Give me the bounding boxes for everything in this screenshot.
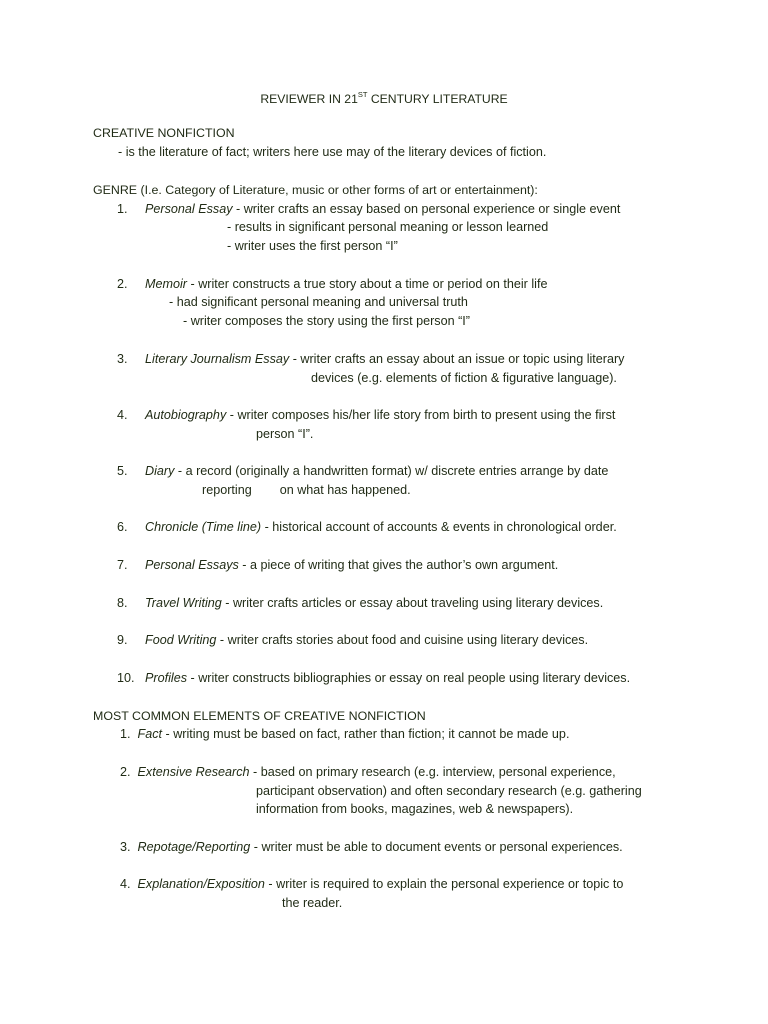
item-subline: the reader. (282, 896, 343, 910)
item-number: 2. (120, 765, 131, 779)
item-text: - writer is required to explain the personal experience or topic to (264, 877, 624, 891)
item-term: Travel Writing (145, 596, 222, 610)
item-subline: - results in significant personal meaning or lesson learned (227, 220, 549, 234)
item-term: Personal Essays (145, 558, 239, 572)
item-text: - writer constructs a true story about a time or period on their life (187, 277, 548, 291)
item-number: 4. (117, 408, 128, 422)
genre-item (117, 519, 617, 535)
item-text: - writer crafts an essay based on personal experience or single event (232, 202, 621, 216)
item-number: 5. (117, 464, 128, 478)
genre-item (117, 595, 603, 611)
genre-item (117, 276, 547, 292)
item-text: - a record (originally a handwritten format) w/ discrete entries arrange by date (174, 464, 609, 478)
item-text: - writing must be based on fact, rather than fiction; it cannot be made up. (162, 727, 570, 741)
genre-item (117, 632, 588, 648)
item-text: - writer composes his/her life story from birth to present using the first (226, 408, 616, 422)
title-text-end: CENTURY LITERATURE (367, 92, 508, 107)
item-term: Profiles (145, 671, 188, 685)
item-subline: reporting on what has happened. (202, 483, 411, 497)
item-text: - writer constructs bibliographies or essay on real people using literary devices. (187, 671, 631, 685)
item-term: Extensive Research (137, 765, 250, 779)
cnf-definition: - is the literature of fact; writers here use may of the literary devices of fiction. (118, 145, 547, 159)
item-subline: - writer uses the first person “I” (227, 239, 398, 253)
item-term: Autobiography (145, 408, 227, 422)
item-text: - writer must be able to document events or personal experiences. (250, 840, 623, 854)
item-text: - historical account of accounts & events in chronological order. (261, 520, 617, 534)
item-text: - writer crafts stories about food and cuisine using literary devices. (216, 633, 589, 647)
item-term: Food Writing (145, 633, 217, 647)
title-text: REVIEWER IN 21 (260, 92, 358, 107)
item-term: Explanation/Exposition (137, 877, 265, 891)
item-number: 3. (117, 352, 128, 366)
genre-item (117, 407, 615, 423)
genre-item (117, 670, 630, 686)
document-title (0, 88, 768, 107)
elements-heading: MOST COMMON ELEMENTS OF CREATIVE NONFICTION (93, 709, 426, 723)
item-number: 8. (117, 596, 128, 610)
genre-heading: GENRE (I.e. Category of Literature, music or other forms of art or entertainment): (93, 183, 538, 197)
item-subline: participant observation) and often secondary research (e.g. gathering (256, 784, 642, 798)
item-number: 7. (117, 558, 128, 572)
item-text: - writer crafts articles or essay about traveling using literary devices. (221, 596, 604, 610)
item-number: 9. (117, 633, 128, 647)
item-number: 6. (117, 520, 128, 534)
item-term: Diary (145, 464, 175, 478)
item-number: 4. (120, 877, 131, 891)
element-item (120, 726, 569, 742)
item-term: Fact (137, 727, 163, 741)
element-item (120, 764, 616, 780)
element-item (120, 839, 623, 855)
item-subline: person “I”. (256, 427, 314, 441)
item-number: 10. (117, 671, 135, 685)
cnf-heading: CREATIVE NONFICTION (93, 126, 235, 140)
genre-item (117, 201, 620, 217)
item-subline: devices (e.g. elements of fiction & figurative language). (311, 371, 617, 385)
item-term: Chronicle (Time line) (145, 520, 262, 534)
genre-item (117, 351, 624, 367)
title-superscript: ST (357, 90, 368, 99)
item-subline: - had significant personal meaning and universal truth (169, 295, 468, 309)
item-number: 1. (120, 727, 131, 741)
item-subline: information from books, magazines, web & newspapers). (256, 802, 574, 816)
item-text: - based on primary research (e.g. interview, personal experience, (249, 765, 616, 779)
item-term: Personal Essay (145, 202, 233, 216)
item-subline: - writer composes the story using the first person “I” (183, 314, 470, 328)
item-term: Literary Journalism Essay (145, 352, 290, 366)
genre-item (117, 557, 558, 573)
element-item (120, 876, 623, 892)
item-text: - a piece of writing that gives the author’s own argument. (238, 558, 559, 572)
item-number: 3. (120, 840, 131, 854)
item-number: 2. (117, 277, 128, 291)
genre-item (117, 463, 608, 479)
item-text: - writer crafts an essay about an issue or topic using literary (289, 352, 625, 366)
item-term: Repotage/Reporting (137, 840, 251, 854)
item-number: 1. (117, 202, 128, 216)
item-term: Memoir (145, 277, 187, 291)
